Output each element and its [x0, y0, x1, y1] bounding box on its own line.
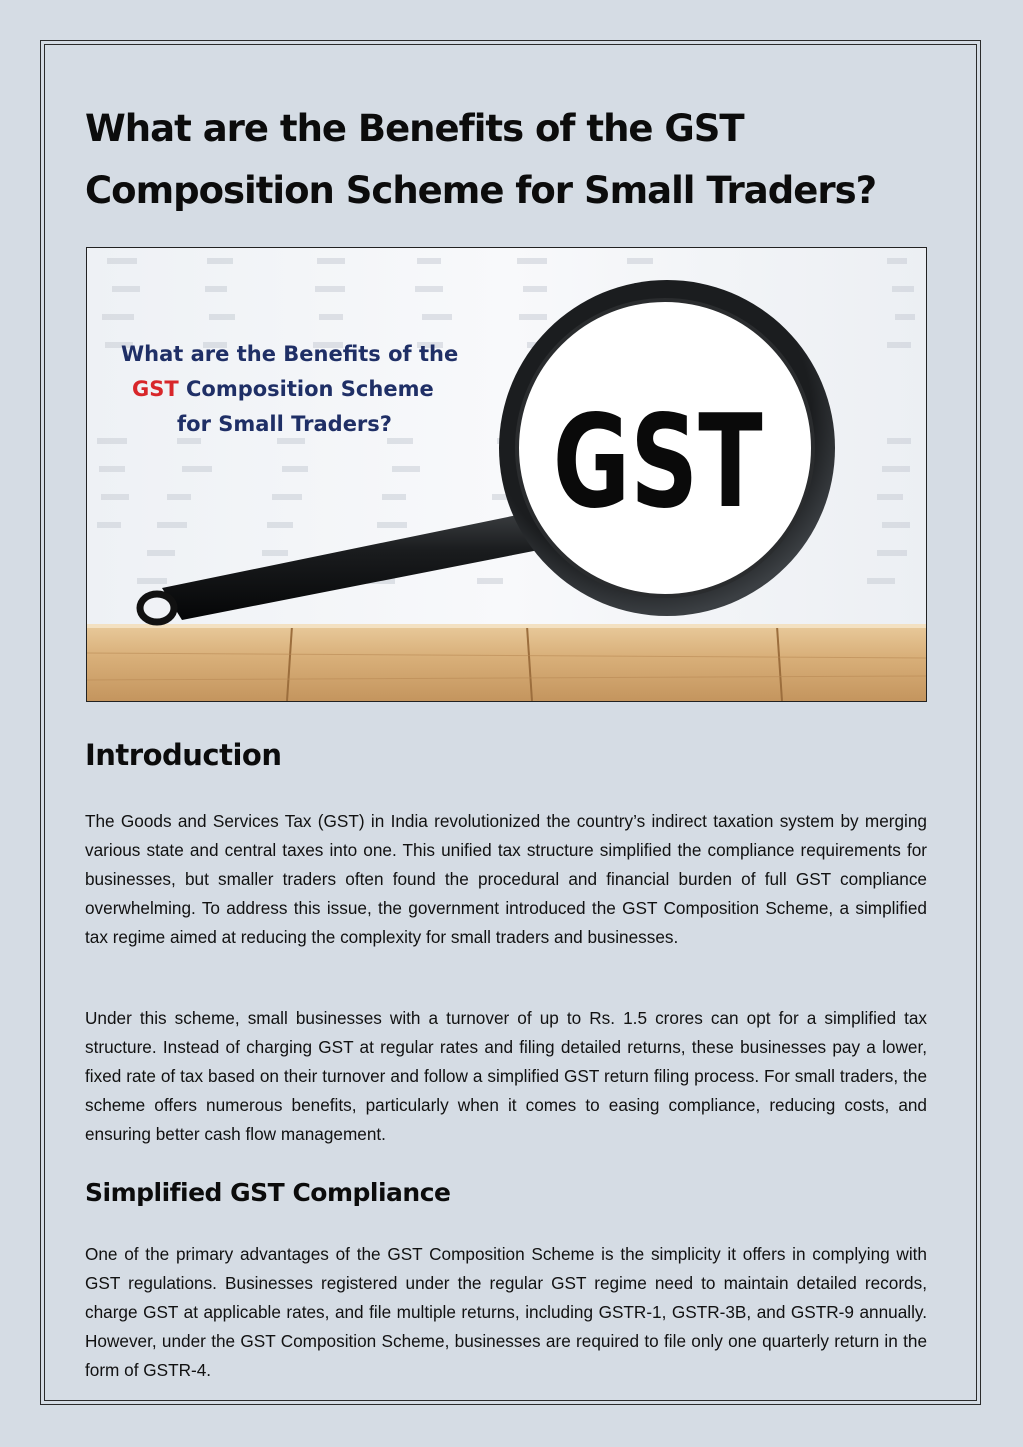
- svg-text:GST Composition Scheme: [132, 377, 434, 401]
- hero-caption-gst: GST: [132, 377, 179, 401]
- hero-image: [86, 247, 927, 702]
- lens-text: GST: [552, 386, 763, 537]
- paragraph: One of the primary advantages of the GST Composition Scheme is the simplicity it offers in complying with GST regulations. Businesses registered under the regular GST regime need to maintain detailed records, charge GST at applicable rates, and file multiple returns, including GSTR-1, GSTR-3B, and GSTR-9 annually. However, under the GST Composition Scheme, businesses are required to file only one quarterly return in the form of GSTR-4.: [85, 1244, 927, 1380]
- hero-caption-line3: for Small Traders?: [177, 412, 392, 436]
- hero-caption-line2: Composition Scheme: [178, 377, 434, 401]
- paragraph: Under this scheme, small businesses with a turnover of up to Rs. 1.5 crores can opt for a simplified tax structure. Instead of charging GST at regular rates and filing detailed returns, these businesses pay a lower, fixed rate of tax based on their turnover and follow a simplified GST return filing process. For small traders, the scheme offers numerous benefits, particularly when it comes to easing compliance, reducing costs, and ensuring better cash flow management.: [85, 1008, 927, 1144]
- document-title: What are the Benefits of the GST Composition Scheme for Small Traders?: [85, 107, 877, 212]
- paragraph: The Goods and Services Tax (GST) in India revolutionized the country’s indirect taxation system by merging various state and central taxes into one. This unified tax structure simplified the compliance requirements for businesses, but smaller traders often found the procedural and financial burden of full GST compliance overwhelming. To address this issue, the government introduced the GST Composition Scheme, a simplified tax regime aimed at reducing the complexity for small traders and businesses.: [85, 811, 927, 947]
- section-heading-introduction: Introduction: [85, 738, 282, 772]
- hero-caption-line1: What are the Benefits of the: [121, 342, 459, 366]
- section-heading-simplified-compliance: Simplified GST Compliance: [85, 1178, 451, 1207]
